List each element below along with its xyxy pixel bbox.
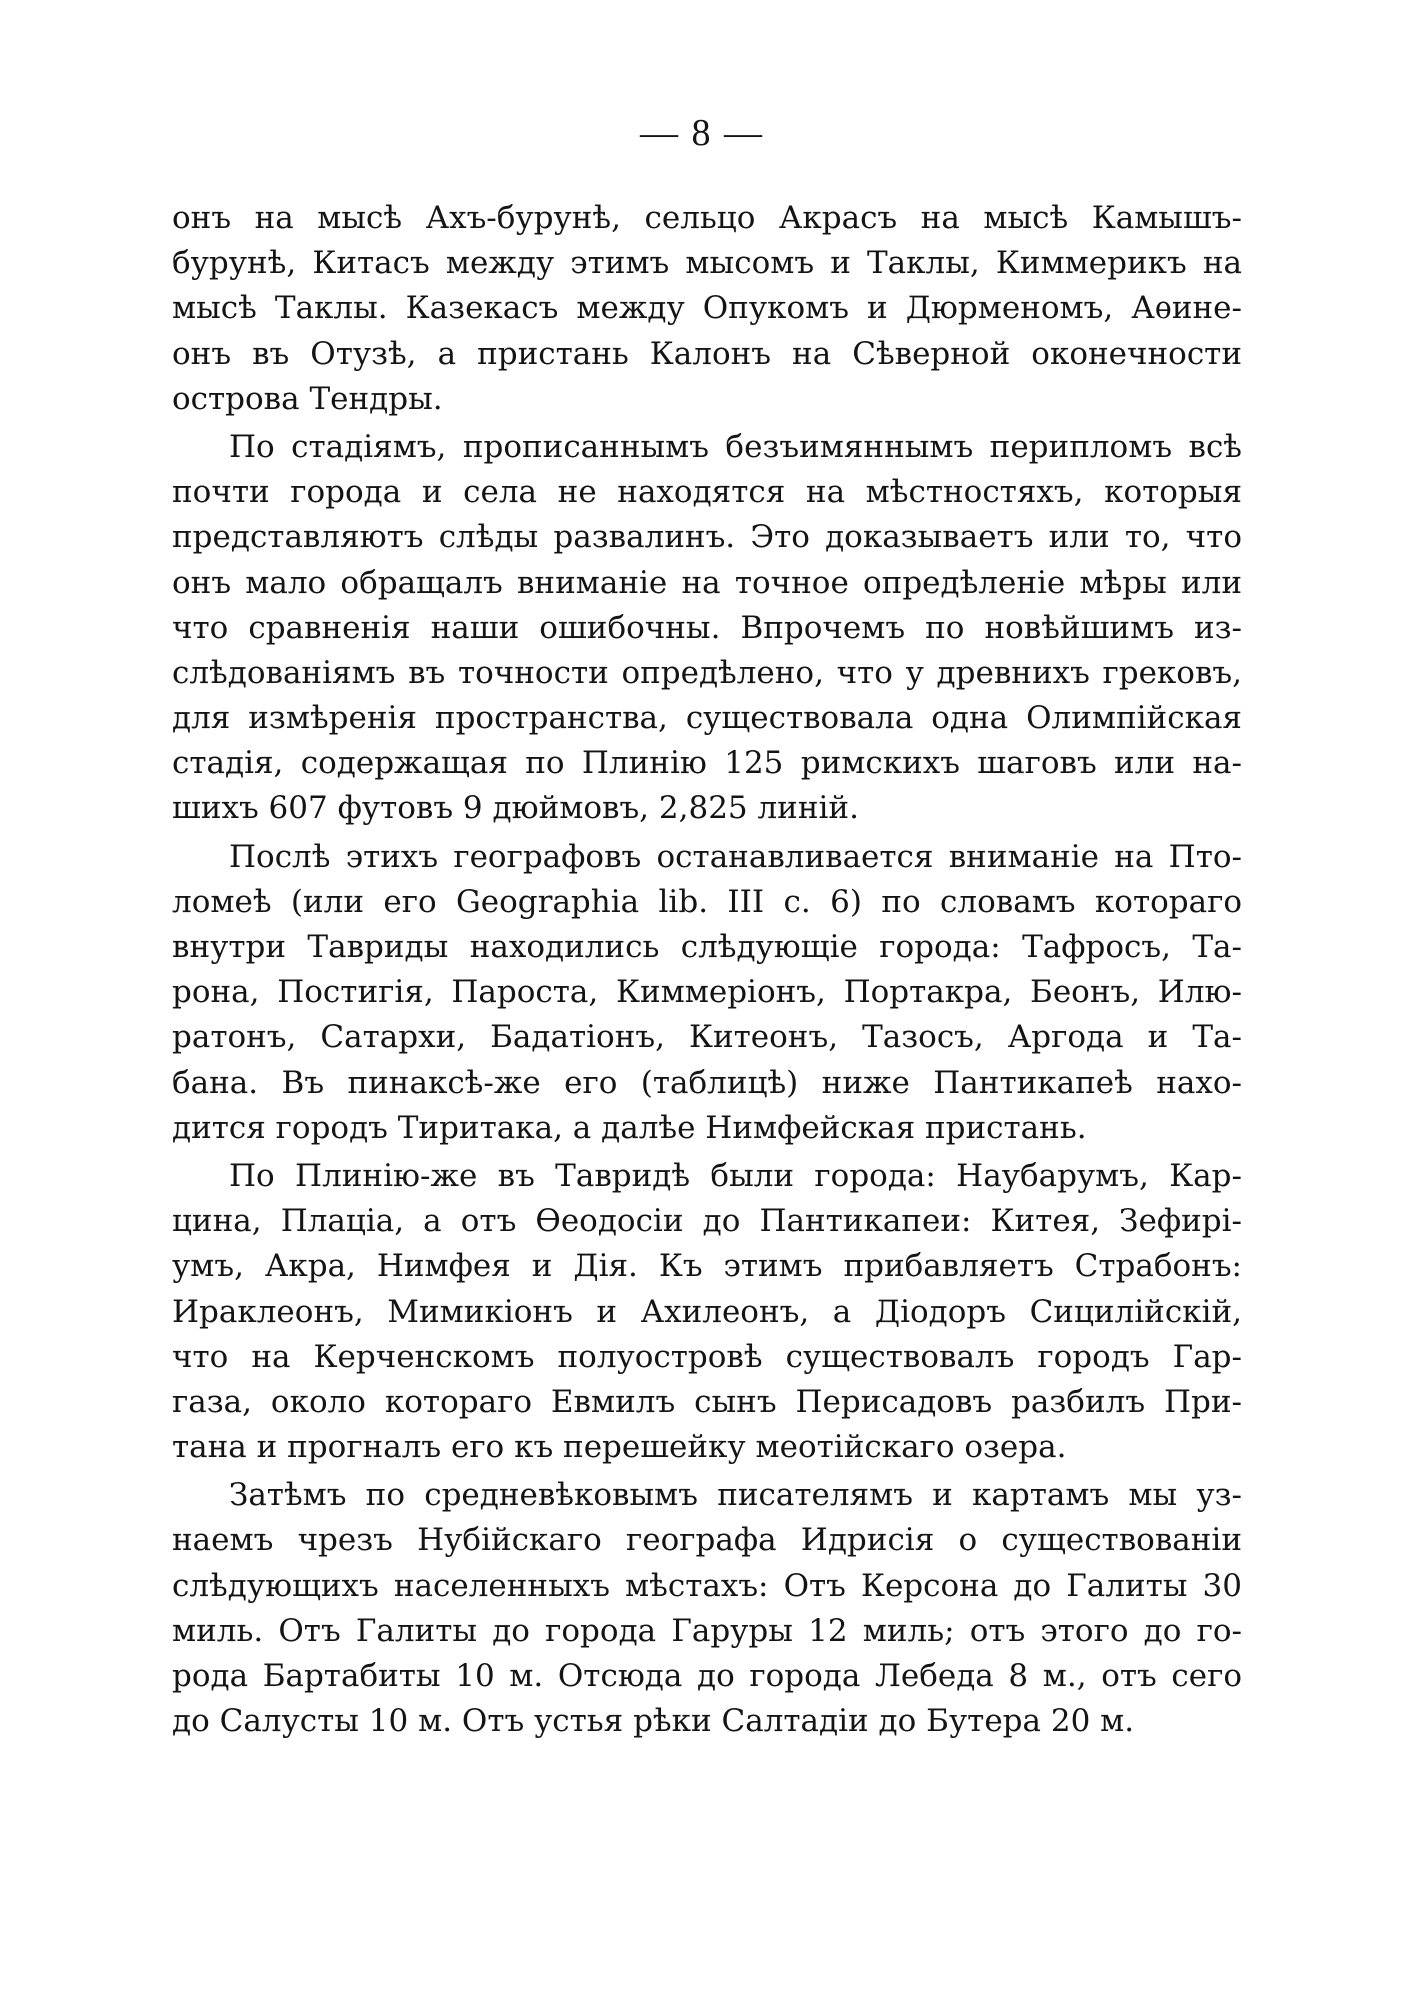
text-line: слѣдующихъ населенныхъ мѣстахъ: Отъ Керсона до Галиты 30 — [172, 1567, 1242, 1604]
text-line: рона, Постигія, Пароста, Киммеріонъ, Портакра, Беонъ, Илю- — [172, 974, 1242, 1011]
text-line: что сравненія наши ошибочны. Впрочемъ по новѣйшимъ из- — [172, 609, 1242, 646]
text-line: Затѣмъ по средневѣковымъ писателямъ и картамъ мы уз- — [229, 1477, 1242, 1514]
text-line: что на Керченскомъ полуостровѣ существовалъ городъ Гар- — [172, 1338, 1242, 1375]
paragraph — [172, 1154, 1242, 1470]
text-line: газа, около котораго Евмилъ сынъ Перисадовъ разбилъ При- — [172, 1383, 1242, 1420]
text-line: цина, Плаціа, а отъ Ѳеодосіи до Пантикапеи: Китея, Зефирі- — [172, 1203, 1242, 1240]
text-line: мысѣ Таклы. Казекасъ между Опукомъ и Дюрменомъ, Аѳине- — [172, 290, 1242, 327]
text-line: бурунѣ, Китасъ между этимъ мысомъ и Таклы, Киммерикъ на — [172, 245, 1242, 282]
text-line: наемъ чрезъ Нубійскаго географа Идрисія о существованіи — [172, 1522, 1242, 1559]
text-line: бана. Въ пинаксѣ-же его (таблицѣ) ниже Пантикапеѣ нахо- — [172, 1064, 1242, 1101]
text-line: ломеѣ (или его Geographia lib. III c. 6) по словамъ котораго — [172, 883, 1242, 920]
text-line: рода Бартабиты 10 м. Отсюда до города Лебеда 8 м., отъ сего — [172, 1658, 1242, 1694]
text-line: для измѣренія пространства, существовала одна Олимпійская — [172, 700, 1242, 737]
text-line: почти города и села не находятся на мѣстностяхъ, которыя — [172, 474, 1242, 511]
text-line: острова Тендры. — [172, 380, 443, 417]
text-line: внутри Тавриды находились слѣдующіе города: Тафросъ, Та- — [172, 929, 1242, 965]
text-line: миль. Отъ Галиты до города Гаруры 12 миль; отъ этого до го- — [172, 1612, 1242, 1649]
text-line: представляютъ слѣды развалинъ. Это доказываетъ или то, что — [172, 519, 1242, 556]
text-line: слѣдованіямъ въ точности опредѣлено, что у древнихъ грековъ, — [172, 654, 1242, 691]
text-line: до Салусты 10 м. Отъ устья рѣки Салтадіи до Бутера 20 м. — [172, 1703, 1135, 1740]
text-line: шихъ 607 футовъ 9 дюймовъ, 2,825 линій. — [172, 790, 859, 827]
text-line: онъ на мысѣ Ахъ-бурунѣ, сельцо Акрасъ на мысѣ Камышъ- — [172, 200, 1242, 236]
text-line: стадія, содержащая по Плинію 125 римскихъ шаговъ или на- — [172, 745, 1242, 782]
text-line: ратонъ, Сатархи, Бадатіонъ, Китеонъ, Тазосъ, Аргода и Та- — [172, 1019, 1242, 1056]
text-line: По стадіямъ, прописаннымъ безъимяннымъ перипломъ всѣ — [229, 428, 1242, 465]
text-line: Послѣ этихъ географовъ останавливается вниманіе на Пто- — [229, 838, 1242, 875]
text-line: По Плинію-же въ Тавридѣ были города: Наубарумъ, Кар- — [229, 1157, 1242, 1194]
text-line: онъ въ Отузѣ, а пристань Калонъ на Сѣверной оконечности — [172, 335, 1242, 372]
paragraph — [172, 425, 1242, 832]
text-line: Ираклеонъ, Мимикіонъ и Ахилеонъ, а Діодоръ Сицилійскій, — [172, 1293, 1242, 1330]
body-text — [172, 196, 1242, 1744]
text-line: онъ мало обращалъ вниманіе на точное опредѣленіе мѣры или — [172, 564, 1242, 601]
text-line: дится городъ Тиритака, а далѣе Нимфейская пристань. — [172, 1109, 1087, 1146]
paragraph — [172, 196, 1242, 422]
page-number: — 8 — — [640, 112, 764, 154]
text-line: умъ, Акра, Нимфея и Дія. Къ этимъ прибавляетъ Страбонъ: — [172, 1248, 1242, 1285]
text-line: тана и прогналъ его къ перешейку меотійскаго озера. — [172, 1429, 1067, 1466]
paragraph — [172, 1473, 1242, 1744]
paragraph — [172, 835, 1242, 1151]
